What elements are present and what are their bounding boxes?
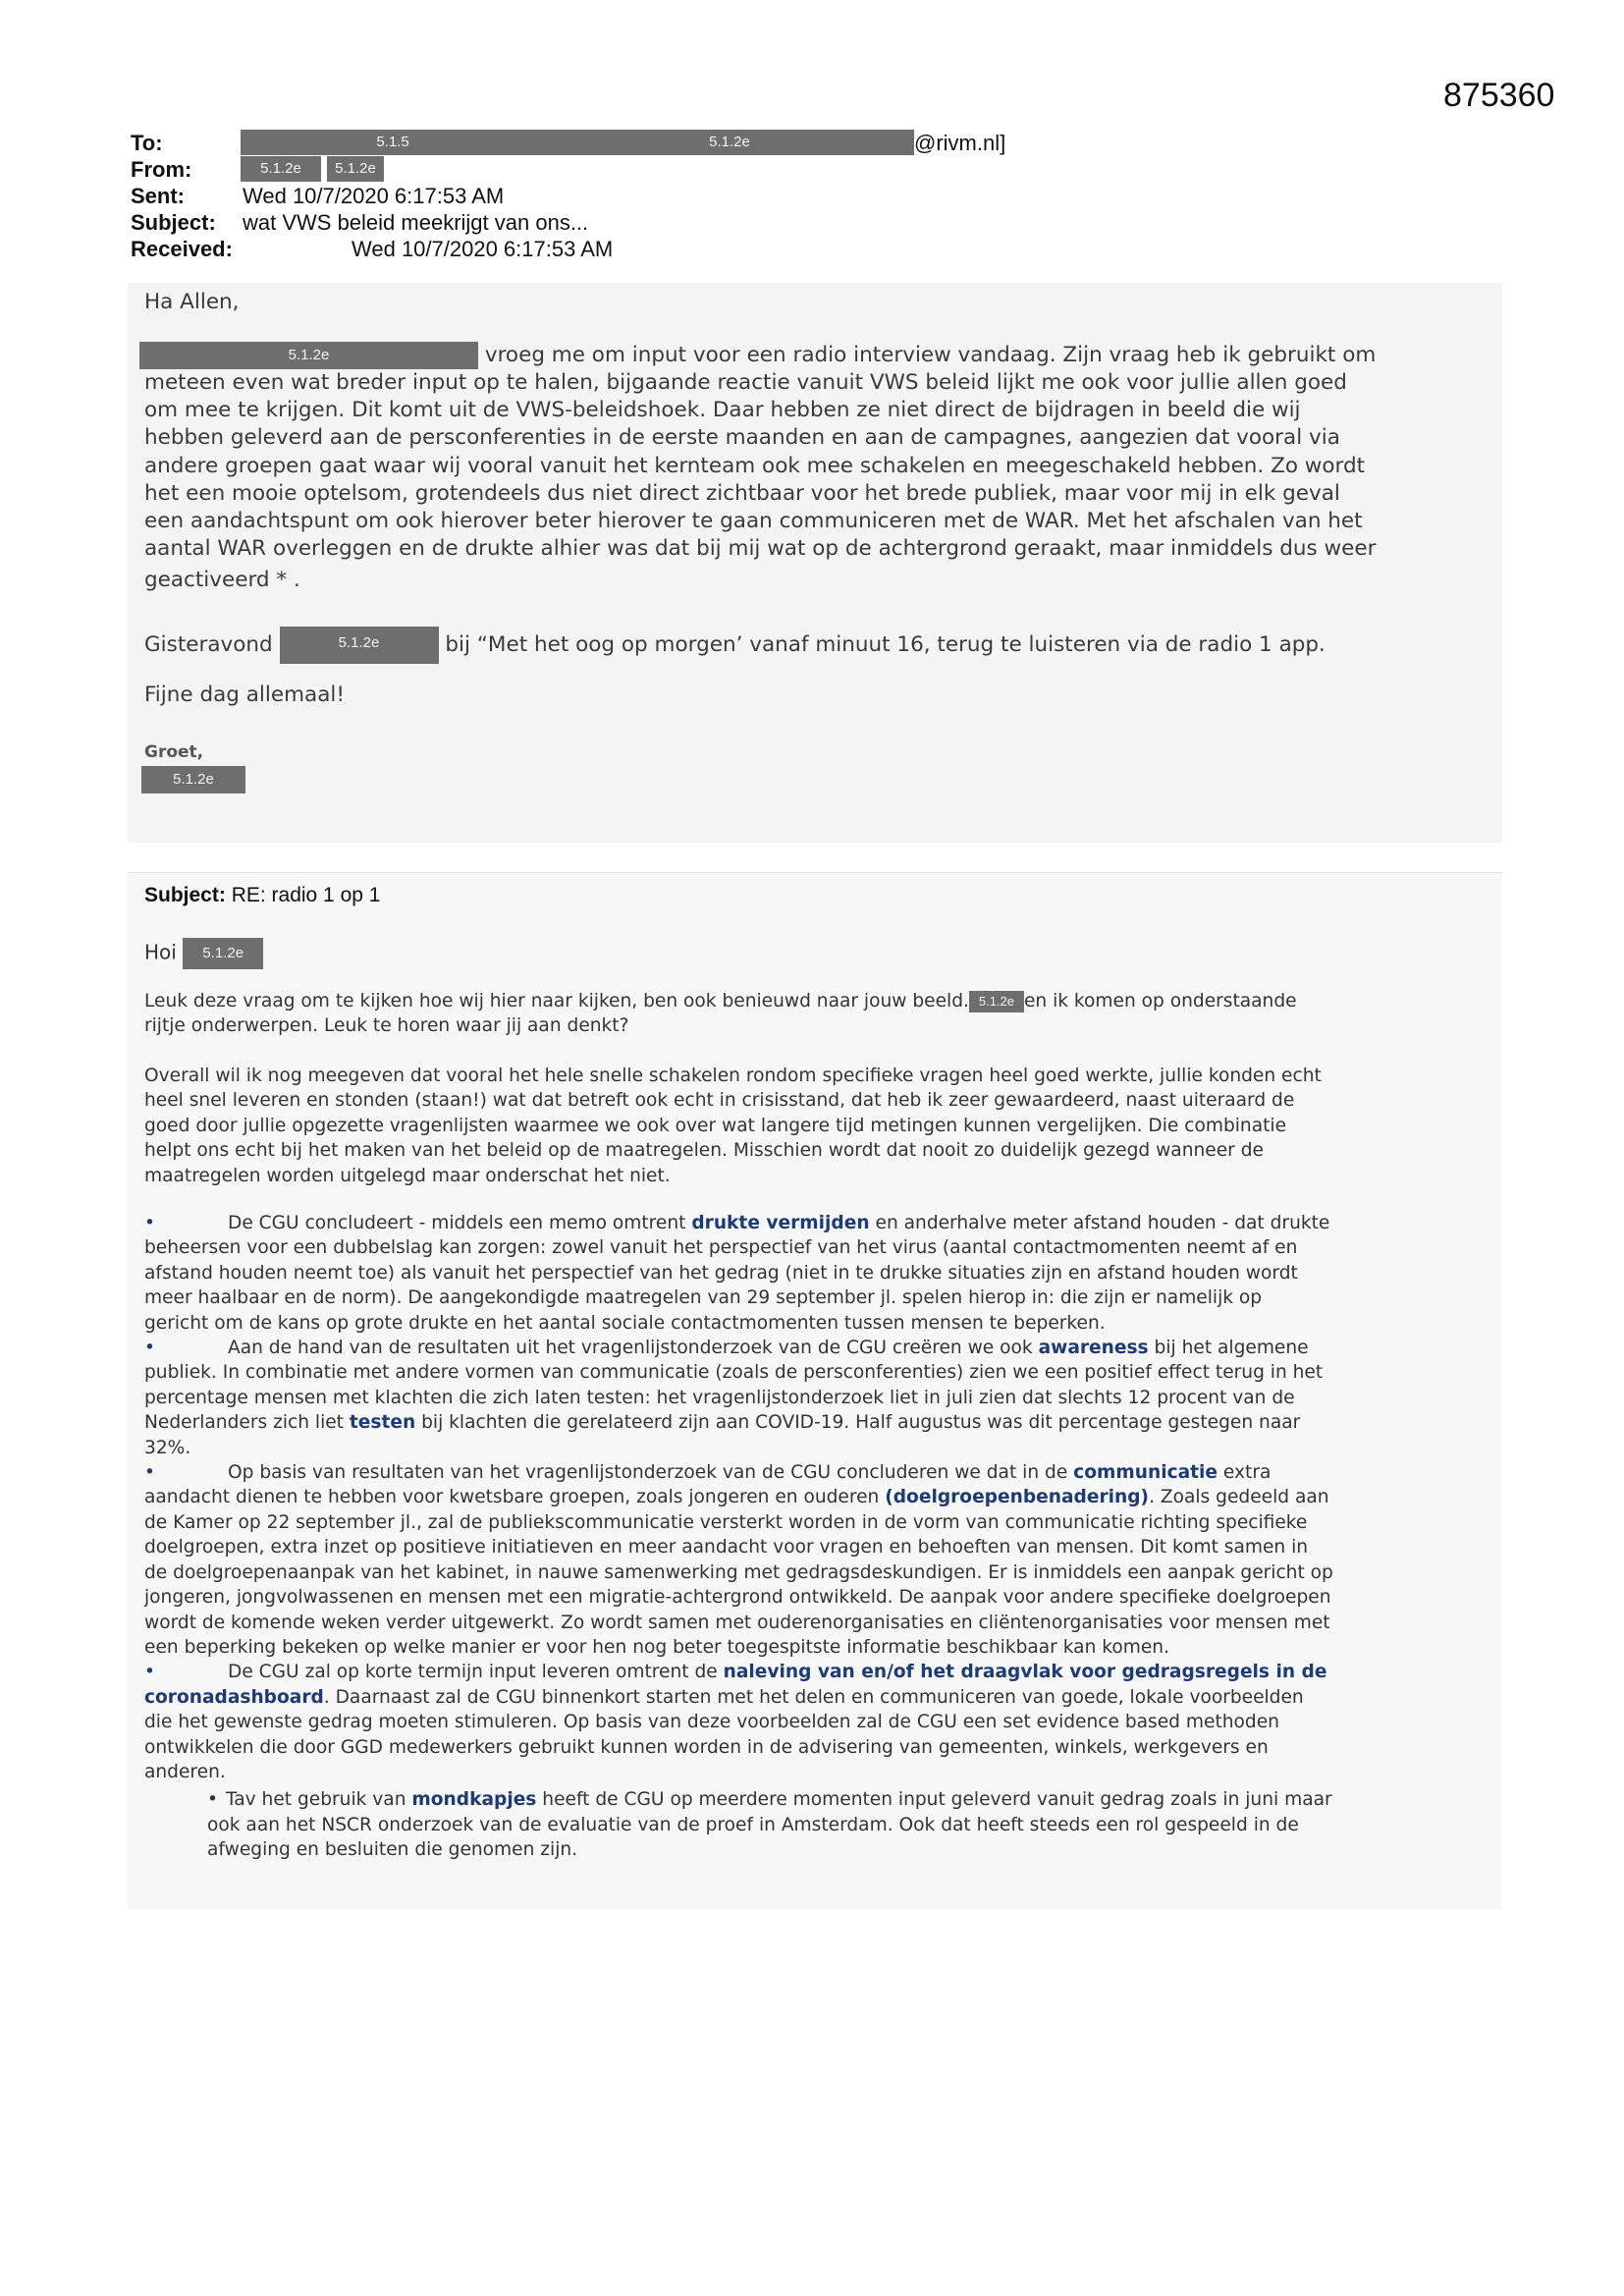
bullet-list xyxy=(144,1211,1489,1863)
bullet-line: gericht om de kans op grote drukte en het aantal sociale contactmomenten tussen mensen te beperken. xyxy=(144,1312,1106,1334)
bullet-line: percentage mensen met klachten die zich laten testen: het vragenlijstonderzoek liet in juli zien dat slechts 12 procent van de xyxy=(144,1387,1295,1408)
paragraph-line: maatregelen worden uitgelegd maar onderschat het niet. xyxy=(144,1165,671,1186)
quoted-subject-value: RE: radio 1 op 1 xyxy=(231,884,381,906)
intro-line xyxy=(144,989,1489,1013)
paragraph-line: geactiveerd * . xyxy=(144,568,300,593)
bullet-text: Aan de hand van de resultaten uit het vragenlijstonderzoek van de CGU creëren we ook xyxy=(228,1338,1039,1359)
bullet-line: publiek. In combinatie met andere vormen van communicatie (zoals de persconferenties) zien we een positief effect terug in het xyxy=(144,1362,1324,1384)
bullet-text-bold: naleving van en/of het draagvlak voor gedragsregels in de xyxy=(723,1662,1327,1683)
bullet-text: heeft de CGU op meerdere momenten input geleverd vanuit gedrag zoals in juni maar xyxy=(536,1789,1332,1811)
bullet-text-bold: awareness xyxy=(1038,1338,1149,1359)
document-id: 875360 xyxy=(1443,77,1555,114)
bullet-line: meer haalbaar en de norm). De aangekondigde maatregelen van 29 september jl. spelen hierop in: die zijn er namelijk op xyxy=(144,1287,1263,1309)
bullet-text: en anderhalve meter afstand houden - dat drukte xyxy=(869,1213,1330,1233)
redaction-box: 5.1.5 xyxy=(241,130,545,155)
redaction-box: 5.1.2e xyxy=(969,991,1024,1012)
bullet-line xyxy=(144,1410,1489,1435)
bullet-line: 32%. xyxy=(144,1437,191,1458)
bullet-icon: • xyxy=(144,1462,155,1484)
paragraph-line: aantal WAR overleggen en de drukte alhier was dat bij mij wat op de achtergrond geraakt, maar inmiddels dus weer xyxy=(144,536,1377,562)
bullet-line: die het gewenste gedrag moeten stimuleren. Op basis van deze voorbeelden zal de CGU een set evidence based methoden xyxy=(144,1712,1279,1733)
subject-value: wat VWS beleid meekrijgt van ons... xyxy=(243,210,589,235)
bullet-text: . Daarnaast zal de CGU binnenkort starten met het delen en communiceren van goede, lokale voorbeelden xyxy=(323,1686,1304,1708)
bullet-text-bold: coronadashboard xyxy=(144,1686,324,1708)
bullet-text: De CGU concludeert - middels een memo omtrent xyxy=(228,1213,692,1233)
bullet-text-bold: drukte vermijden xyxy=(691,1213,870,1233)
paragraph-text: Gisteravond xyxy=(144,632,273,657)
bullet-text-bold: communicatie xyxy=(1073,1462,1218,1484)
email-header xyxy=(131,130,1005,262)
redaction-box: 5.1.2e xyxy=(139,342,478,369)
bullet-line: anderen. xyxy=(144,1761,226,1782)
subject-label: Subject: xyxy=(131,210,216,235)
bullet-line: wordt de komende weken verder uitgewerkt. Zo wordt samen met ouderenorganisaties en cliëntenorganisaties voor mensen met xyxy=(144,1612,1330,1633)
bullet-text-bold: testen xyxy=(349,1412,416,1434)
paragraph-line: het een mooie optelsom, grotendeels dus niet direct zichtbaar voor het brede publiek, maar voor mij in elk geval xyxy=(144,480,1340,506)
bullet-line: doelgroepen, extra inzet op positieve initiatieven en meer aandacht voor vragen en behoeften van mensen. Dit komt samen in xyxy=(144,1537,1309,1558)
redaction-box: 5.1.2e xyxy=(545,130,914,155)
bullet-icon: • xyxy=(207,1789,218,1811)
paragraph-line: andere groepen gaat waar wij vooral vanuit het kernteam ook mee schakelen en meegeschakeld hebben. Zo wordt xyxy=(144,453,1366,478)
paragraph-2 xyxy=(144,627,1489,664)
redaction-box: 5.1.2e xyxy=(241,156,321,182)
received-value: Wed 10/7/2020 6:17:53 AM xyxy=(352,237,614,261)
bullet-line: afweging en besluiten die genomen zijn. xyxy=(207,1839,578,1861)
paragraph-line: Overall wil ik nog meegeven dat vooral het hele snelle schakelen rondom specifieke vragen heel goed werkte, jullie konden echt xyxy=(144,1066,1322,1086)
bullet-text: . Zoals gedeeld aan xyxy=(1149,1487,1329,1508)
overall-paragraph xyxy=(144,1064,1489,1188)
bullet-line: beheersen voor een dubbelslag kan zorgen: zowel vanuit het perspectief van het virus (aantal contactmomenten neemt af en xyxy=(144,1237,1298,1259)
bullet-text: De CGU zal op korte termijn input leveren omtrent de xyxy=(228,1662,724,1683)
intro-text: en ik komen op onderstaande xyxy=(1023,991,1297,1011)
bullet-line: een beperking bekeken op welke manier er voor hen nog beter toegespitste informatie beschikbaar kan komen. xyxy=(144,1636,1169,1658)
paragraph-line: een aandachtspunt om ook hierover beter hierover te gaan communiceren met de WAR. Met het afschalen van het xyxy=(144,509,1363,534)
intro-text: Leuk deze vraag om te kijken hoe wij hier naar kijken, ben ook benieuwd naar jouw beeld. xyxy=(144,991,969,1011)
bullet-line xyxy=(144,1485,1489,1509)
email-body-1 xyxy=(128,283,1502,843)
signature-greeting: Groet, xyxy=(144,742,204,762)
paragraph-line: om mee te krijgen. Dit komt uit de VWS-beleidshoek. Daar hebben ze niet direct de bijdragen in beeld die wij xyxy=(144,398,1301,423)
sent-row xyxy=(131,183,1005,209)
bullet-line: ontwikkelen die door GGD medewerkers gebruikt kunnen worden in de advisering van gemeenten, winkels, werkgevers en xyxy=(144,1736,1269,1758)
bullet-text: bij het algemene xyxy=(1148,1338,1309,1359)
redaction-box: 5.1.2e xyxy=(327,156,384,182)
sub-list-item xyxy=(144,1787,1489,1812)
bullet-line: de Kamer op 22 september jl., zal de publiekscommunicatie versterkt worden in de vorm van communicatie richting specifieke xyxy=(144,1511,1308,1533)
bullet-text: extra xyxy=(1218,1462,1272,1484)
intro-paragraph xyxy=(144,989,1489,1039)
list-item xyxy=(144,1336,1489,1360)
quoted-subject-label: Subject: xyxy=(144,884,226,906)
bullet-text: Op basis van resultaten van het vragenlijstonderzoek van de CGU concluderen we dat in de xyxy=(228,1462,1074,1484)
quoted-subject xyxy=(144,883,1489,907)
paragraph-text: bij “Met het oog op morgen’ vanaf minuut 16, terug te luisteren via de radio 1 app. xyxy=(445,632,1326,657)
greeting: Ha Allen, xyxy=(144,290,240,314)
paragraph-1 xyxy=(144,369,1489,595)
bullet-icon: • xyxy=(144,1213,155,1233)
bullet-icon: • xyxy=(144,1338,155,1359)
paragraph-line: goed door jullie opgezette vragenlijsten waarmee we ook over wat langere tijd metingen kunnen vergelijken. Die combinatie xyxy=(144,1115,1287,1136)
redaction-box: 5.1.2e xyxy=(141,766,245,793)
bullet-line: jongeren, jongvolwassenen en mensen met een migratie-achtergrond ontwikkeld. De aanpak voor andere specifieke doelgroepen xyxy=(144,1587,1331,1609)
from-row xyxy=(131,156,1005,183)
to-domain: @rivm.nl] xyxy=(914,131,1006,155)
bullet-icon: • xyxy=(144,1662,155,1683)
bullet-line: afstand houden neemt toe) als vanuit het perspectief van het gedrag (niet in te drukke situaties zijn en afstand houden wordt xyxy=(144,1262,1298,1284)
sent-value: Wed 10/7/2020 6:17:53 AM xyxy=(243,184,505,208)
email-body-2 xyxy=(128,872,1502,1909)
sent-label: Sent: xyxy=(131,184,185,208)
paragraph-line: meteen even wat breder input op te halen, bijgaande reactie vanuit VWS beleid lijkt me ook voor jullie allen goed xyxy=(144,370,1347,395)
greeting-text: Hoi xyxy=(144,940,177,964)
quoted-greeting xyxy=(144,938,1489,969)
list-item xyxy=(144,1211,1489,1235)
received-label: Received: xyxy=(131,237,233,261)
bullet-text: aandacht dienen te hebben voor kwetsbare groepen, zoals jongeren en ouderen xyxy=(144,1487,886,1508)
to-label: To: xyxy=(131,131,163,155)
bullet-text-bold: (doelgroepenbenadering) xyxy=(885,1487,1150,1508)
redaction-box: 5.1.2e xyxy=(183,938,263,969)
paragraph-line: hebben geleverd aan de persconferenties in de eerste maanden en aan de campagnes, aangezien dat vooral via xyxy=(144,425,1340,451)
paragraph-first-line xyxy=(139,342,1485,369)
to-row xyxy=(131,130,1005,156)
paragraph-text: vroeg me om input voor een radio interview vandaag. Zijn vraag heb ik gebruikt om xyxy=(484,343,1377,367)
bullet-text: Tav het gebruik van xyxy=(225,1789,412,1811)
paragraph-line: heel snel leveren en stonden (staan!) wat dat betreft ook echt in crisisstand, dat heb ik zeer gewaardeerd, naast uiteraard de xyxy=(144,1090,1295,1112)
bullet-text-bold: mondkapjes xyxy=(411,1789,537,1811)
bullet-line xyxy=(144,1685,1489,1710)
bullet-line: de doelgroepenaanpak van het kabinet, in nauwe samenwerking met gedragsdeskundigen. Er is inmiddels een aanpak gericht op xyxy=(144,1561,1333,1583)
closing: Fijne dag allemaal! xyxy=(144,683,345,707)
redaction-box: 5.1.2e xyxy=(280,627,439,664)
bullet-line: ook aan het NSCR onderzoek van de evaluatie van de proef in Amsterdam. Ook dat heeft steeds een rol gespeeld in de xyxy=(207,1814,1299,1835)
from-label: From: xyxy=(131,157,192,182)
bullet-text: bij klachten die gerelateerd zijn aan COVID-19. Half augustus was dit percentage gestegen naar xyxy=(415,1412,1301,1434)
received-row xyxy=(131,236,1005,262)
bullet-text: Nederlanders zich liet xyxy=(144,1412,350,1434)
list-item xyxy=(144,1460,1489,1485)
paragraph-line: helpt ons echt bij het maken van het beleid op de maatregelen. Misschien wordt dat nooit zo duidelijk gezegd wanneer de xyxy=(144,1140,1264,1162)
intro-line: rijtje onderwerpen. Leuk te horen waar jij aan denkt? xyxy=(144,1015,629,1037)
subject-row xyxy=(131,209,1005,236)
list-item xyxy=(144,1660,1489,1684)
